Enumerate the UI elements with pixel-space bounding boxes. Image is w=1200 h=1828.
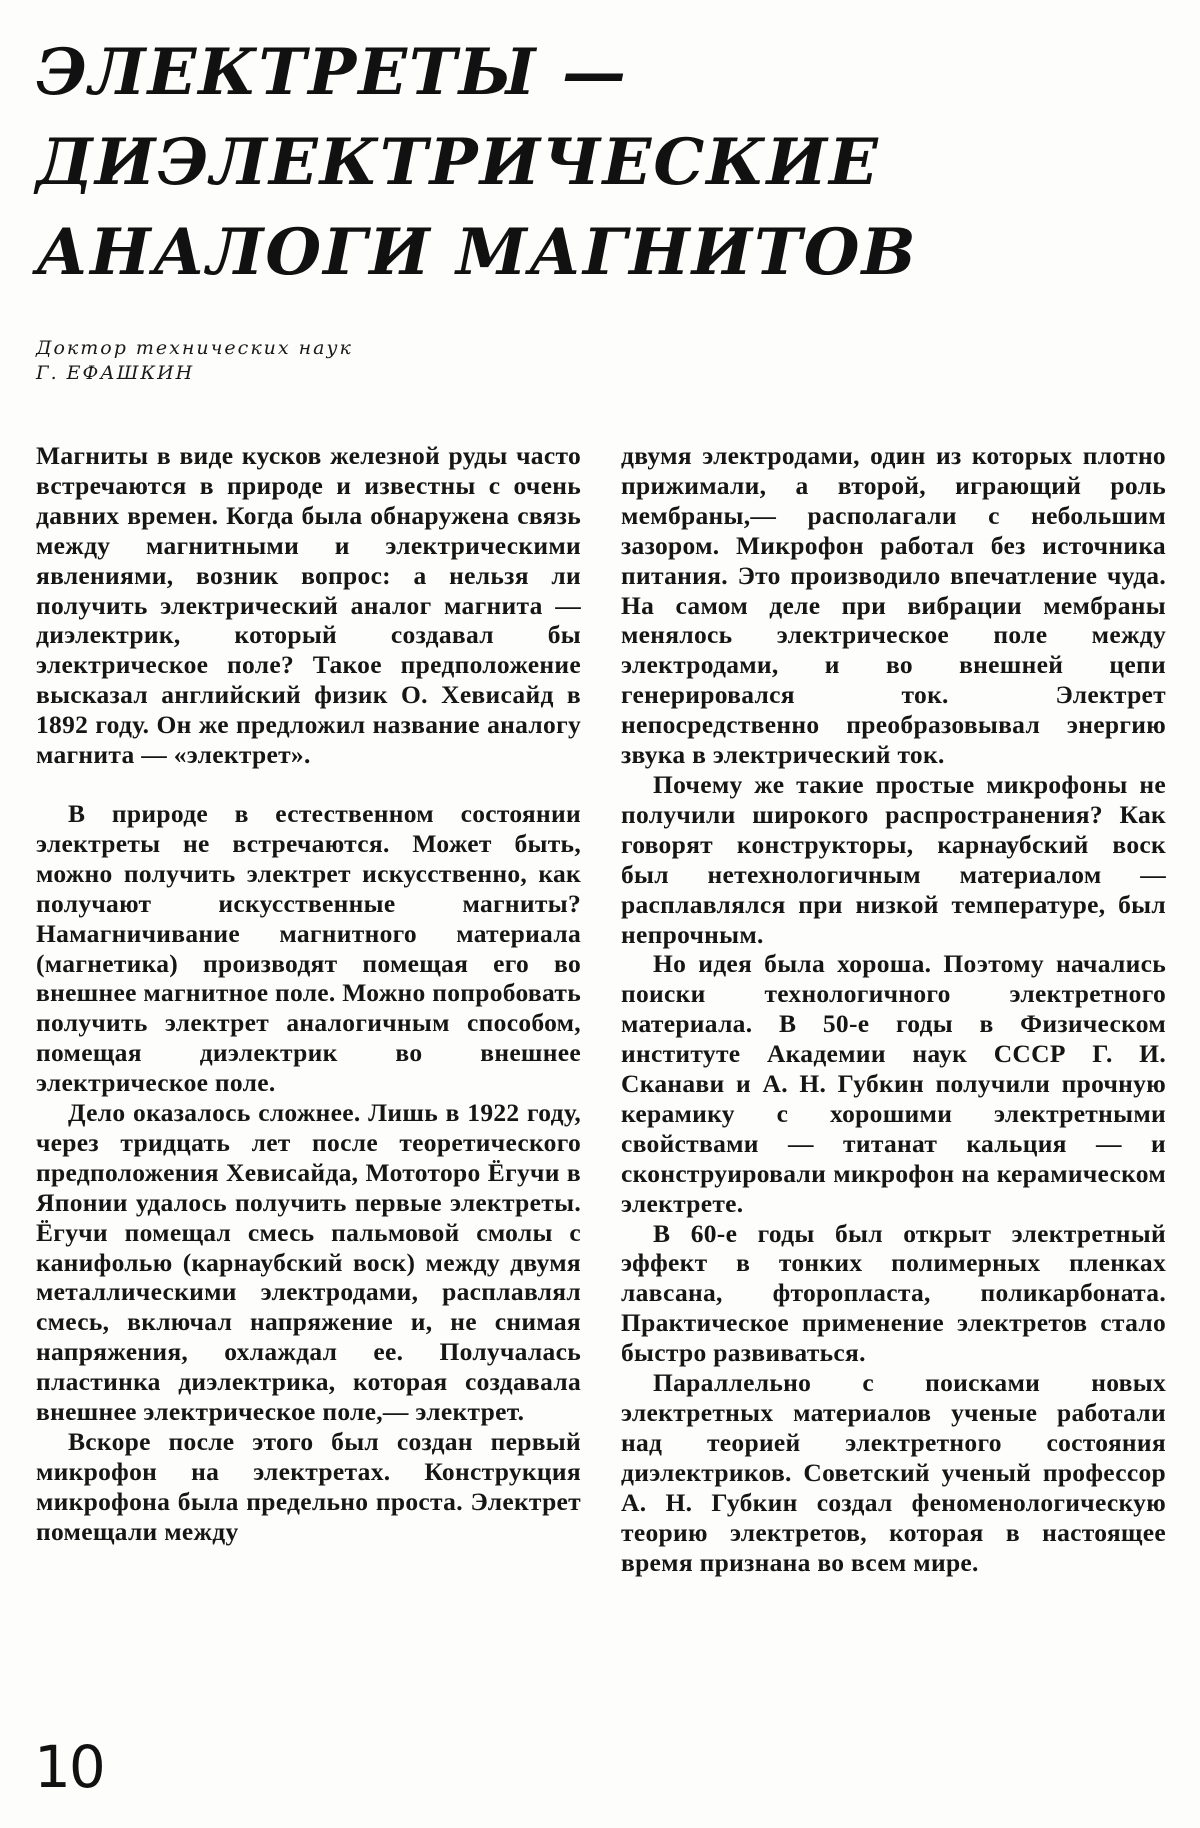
author-degree: Доктор технических наук <box>36 337 353 359</box>
paragraph: В природе в естественном состоянии электреты не встречаются. Может быть, можно получить электрет искусственно, как получают искусственные магниты? Намагничивание магнитного материала (магнетика) производят помещая его во внешнее магнитное поле. Можно попробовать получить электрет аналогичным способом, помещая диэлектрик во внешнее электрическое поле. <box>36 798 581 1098</box>
paragraph: Но идея была хороша. Поэтому начались поиски технологичного электретного материала. В 50-е годы в Физическом институте Академии наук СССР Г. И. Сканави и А. Н. Губкин получили прочную керамику с хорошими электретными свойствами — титанат кальция — и сконструировали микрофон на керамическом электрете. <box>621 949 1166 1218</box>
paragraph: Параллельно с поисками новых электретных материалов ученые работали над теорией электретного состояния диэлектриков. Советский ученый профессор А. Н. Губкин создал феноменологическую теорию электретов, которая в настоящее время признана во всем мире. <box>621 1368 1166 1577</box>
author-byline <box>36 336 353 386</box>
paragraph: Вскоре после этого был создан первый микрофон на электретах. Конструкция микрофона была предельно проста. Электрет помещали между <box>36 1427 581 1546</box>
text-column-right <box>621 441 1166 1577</box>
text-column-left <box>36 441 581 1547</box>
article-title <box>36 28 1036 298</box>
title-line: ЭЛЕКТРЕТЫ — <box>36 35 628 110</box>
page-number: 10 <box>34 1733 104 1801</box>
paragraph: В 60-е годы был открыт электретный эффект в тонких полимерных пленках лавсана, фторопласта, поликарбоната. Практическое применение электретов стало быстро развиваться. <box>621 1218 1166 1368</box>
author-name: Г. ЕФАШКИН <box>36 362 195 384</box>
title-line: ДИЭЛЕКТРИЧЕСКИЕ <box>36 125 880 200</box>
paragraph: двумя электродами, один из которых плотно прижимали, а второй, играющий роль мембраны,— располагали с небольшим зазором. Микрофон работал без источника питания. Это производило впечатление чуда. На самом деле при вибрации мембраны менялось электрическое поле между электродами, и во внешней цепи генерировался ток. Электрет непосредственно преобразовывал энергию звука в электрический ток. <box>621 441 1166 770</box>
title-line: АНАЛОГИ МАГНИТОВ <box>36 215 918 290</box>
paragraph: Почему же такие простые микрофоны не получили широкого распространения? Как говорят конструкторы, карнаубский воск был нетехнологичным материалом — расплавлялся при низкой температуре, был непрочным. <box>621 769 1166 949</box>
paragraph: Магниты в виде кусков железной руды часто встречаются в природе и известны с очень давних времен. Когда была обнаружена связь между магнитными и электрическими явлениями, возник вопрос: а нельзя ли получить электрический аналог магнита — диэлектрик, который создавал бы электрическое поле? Такое предположение высказал английский физик О. Хевисайд в 1892 году. Он же предложил название аналогу магнита — «электрет». <box>36 441 581 770</box>
paragraph: Дело оказалось сложнее. Лишь в 1922 году, через тридцать лет после теоретического предположения Хевисайда, Мототоро Ёгучи в Японии удалось получить первые электреты. Ёгучи помещал смесь пальмовой смолы с канифолью (карнаубский воск) между двумя металлическими электродами, расплавлял смесь, включал напряжение и, не снимая напряжения, охлаждал ее. Получалась пластинка диэлектрика, которая создавала внешнее электрическое поле,— электрет. <box>36 1098 581 1427</box>
